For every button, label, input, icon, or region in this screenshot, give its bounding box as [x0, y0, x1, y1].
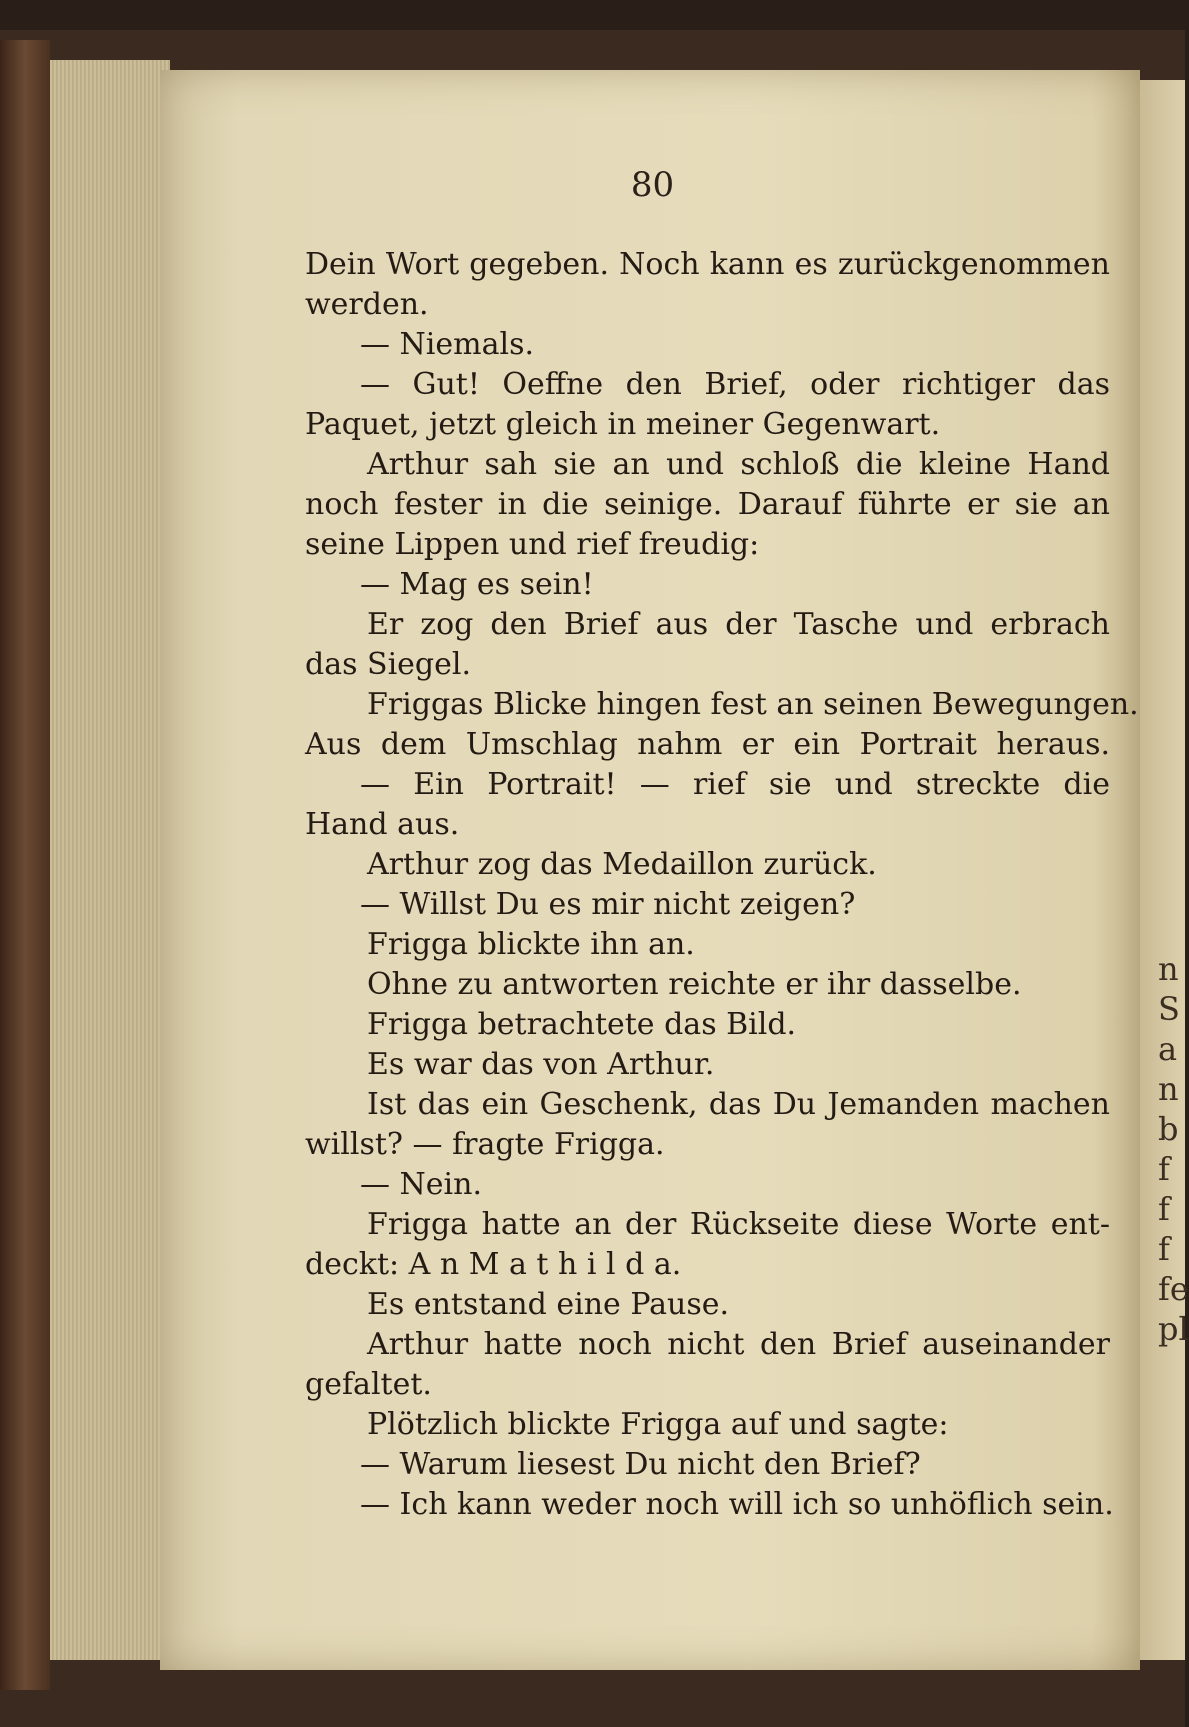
- text-line: deckt: A n M a t h i l d a.: [305, 1247, 682, 1282]
- text-line: — Warum liesest Du nicht den Brief?: [360, 1447, 921, 1482]
- text-line: gefaltet.: [305, 1367, 432, 1402]
- facing-fragment: n: [1158, 1070, 1179, 1108]
- facing-fragment: fe: [1158, 1270, 1189, 1308]
- text-line: Aus dem Umschlag nahm er ein Portrait heraus.: [305, 727, 1110, 762]
- text-line: — Gut! Oeffne den Brief, oder richtiger das: [360, 367, 1110, 402]
- facing-fragment: f: [1158, 1190, 1170, 1228]
- text-line: — Ein Portrait! — rief sie und streckte die: [360, 767, 1110, 802]
- page-number: 80: [630, 165, 675, 205]
- text-line: — Nein.: [360, 1167, 482, 1202]
- text-line: — Mag es sein!: [360, 567, 594, 602]
- text-line: Frigga betrachtete das Bild.: [367, 1007, 797, 1042]
- text-line: das Siegel.: [305, 647, 472, 682]
- text-line: Frigga hatte an der Rückseite diese Worte ent-: [367, 1207, 1110, 1242]
- text-line: Arthur zog das Medaillon zurück.: [367, 847, 877, 882]
- facing-page-edge: [1140, 80, 1189, 1660]
- text-line: Ohne zu antworten reichte er ihr dasselbe.: [367, 967, 1022, 1002]
- text-line: — Ich kann weder noch will ich so unhöflich sein.: [360, 1487, 1114, 1522]
- text-line: Dein Wort gegeben. Noch kann es zurückgenommen: [305, 247, 1110, 282]
- facing-fragment: b: [1158, 1110, 1179, 1148]
- text-line: Es war das von Arthur.: [367, 1047, 715, 1082]
- page-stack: [50, 60, 170, 1660]
- facing-fragment: a: [1158, 1030, 1178, 1068]
- text-line: — Willst Du es mir nicht zeigen?: [360, 887, 856, 922]
- text-line: Hand aus.: [305, 807, 460, 842]
- facing-fragment: n: [1158, 950, 1179, 988]
- text-line: Arthur sah sie an und schloß die kleine Hand: [367, 447, 1110, 482]
- text-line: Frigga blickte ihn an.: [367, 927, 695, 962]
- text-line: werden.: [305, 287, 429, 322]
- facing-fragment: S: [1158, 990, 1180, 1028]
- text-line: Er zog den Brief aus der Tasche und erbrach: [367, 607, 1110, 642]
- text-line: seine Lippen und rief freudig:: [305, 527, 760, 562]
- text-line: — Niemals.: [360, 327, 534, 362]
- text-line: Ist das ein Geschenk, das Du Jemanden machen: [367, 1087, 1110, 1122]
- text-line: Arthur hatte noch nicht den Brief auseinander: [367, 1327, 1110, 1362]
- facing-fragment: f: [1158, 1230, 1170, 1268]
- facing-fragment: f: [1158, 1150, 1170, 1188]
- text-line: Plötzlich blickte Frigga auf und sagte:: [367, 1407, 949, 1442]
- book-cover-edge: [0, 40, 50, 1690]
- text-line: noch fester in die seinige. Darauf führte er sie an: [305, 487, 1110, 522]
- text-line: willst? — fragte Frigga.: [305, 1127, 665, 1162]
- text-line: Friggas Blicke hingen fest an seinen Bewegungen.: [367, 687, 1139, 722]
- text-line: Paquet, jetzt gleich in meiner Gegenwart.: [305, 407, 941, 442]
- text-line: Es entstand eine Pause.: [367, 1287, 730, 1322]
- facing-fragment: pl: [1158, 1310, 1189, 1348]
